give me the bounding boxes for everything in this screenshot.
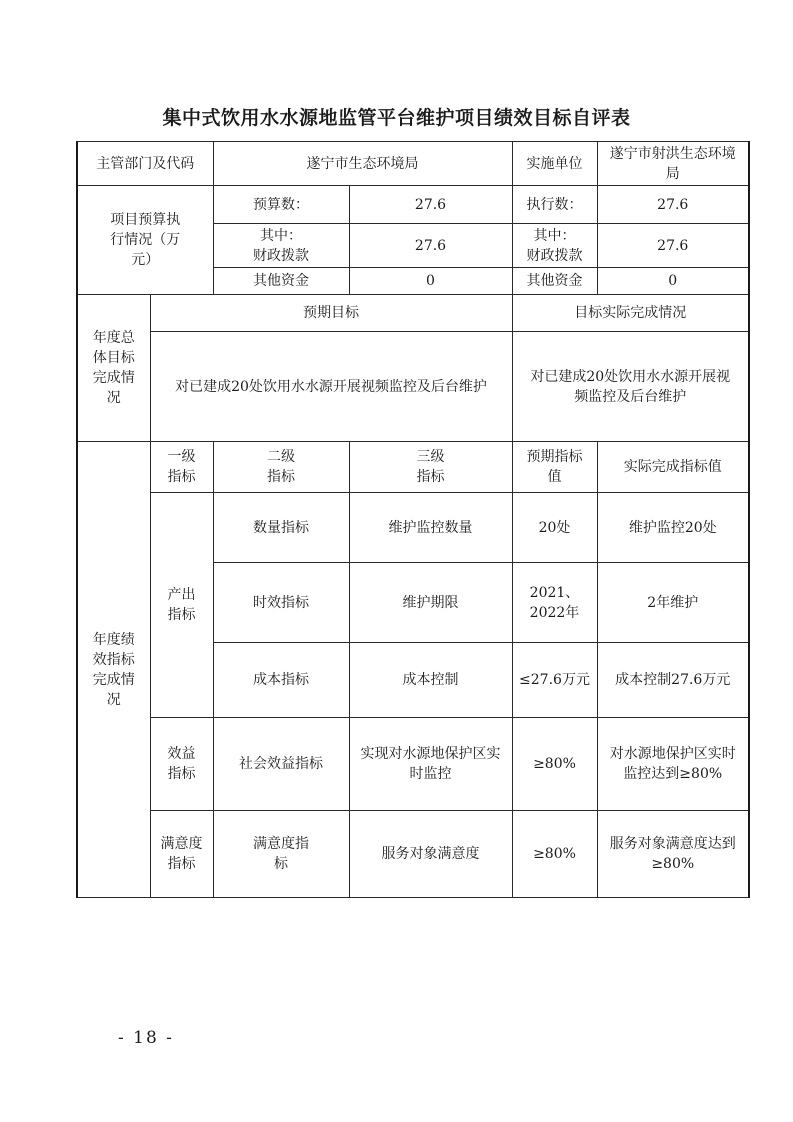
other-label: 其他资金 [213, 268, 349, 295]
dept-label: 主管部门及代码 [77, 142, 213, 186]
actual-value-cell: 2年维护 [597, 563, 749, 643]
fiscal-exec-label-line2: 财政拨款 [526, 247, 583, 264]
fiscal-budget-value: 27.6 [349, 224, 512, 268]
actual-value-cell: 服务对象满意度达到≥80% [597, 811, 749, 898]
page-number: - 18 - [118, 1028, 174, 1048]
level1-header: 一级指标 [150, 442, 213, 493]
other-budget-value: 0 [349, 268, 512, 295]
expected-goal-header: 预期目标 [150, 295, 512, 332]
page-title: 集中式饮用水水源地监管平台维护项目绩效目标自评表 [162, 107, 631, 129]
fiscal-exec-label [512, 224, 597, 268]
level2-cell: 时效指标 [213, 563, 349, 643]
level2-cell: 数量指标 [213, 493, 349, 563]
level1-benefit: 效益指标 [150, 718, 213, 811]
indicator-section-label: 年度绩效指标完成情况 [77, 442, 150, 898]
level3-cell: 服务对象满意度 [349, 811, 512, 898]
expected-value-cell: 2021、2022年 [512, 563, 597, 643]
exec-label: 执行数： [512, 186, 597, 224]
actual-value-cell: 对水源地保护区实时监控达到≥80% [597, 718, 749, 811]
level3-cell: 维护期限 [349, 563, 512, 643]
level2-cell: 社会效益指标 [213, 718, 349, 811]
performance-table [76, 141, 750, 898]
fiscal-label-line2: 财政拨款 [253, 247, 309, 264]
table-row [77, 718, 749, 811]
expected-goal-text: 对已建成20处饮用水水源开展视频监控及后台维护 [150, 332, 512, 442]
fiscal-exec-label-line1: 其中： [533, 227, 576, 244]
budget-label: 预算数： [213, 186, 349, 224]
expected-value-cell: ≥80% [512, 718, 597, 811]
impl-label: 实施单位 [512, 142, 597, 186]
level3-header: 三级指标 [349, 442, 512, 493]
fiscal-label-line1: 其中： [260, 227, 302, 244]
level1-output: 产出指标 [150, 493, 213, 718]
actual-value-header: 实际完成指标值 [597, 442, 749, 493]
level2-header: 二级指标 [213, 442, 349, 493]
level1-satisfaction: 满意度指标 [150, 811, 213, 898]
other-exec-value: 0 [597, 268, 749, 295]
goal-header-row [77, 295, 749, 332]
goal-section-label: 年度总体目标完成情况 [77, 295, 150, 442]
budget-row [77, 186, 749, 224]
expected-value-header: 预期指标值 [512, 442, 597, 493]
indicator-header-row [77, 442, 749, 493]
expected-value-cell: ≤27.6万元 [512, 643, 597, 718]
actual-goal-text: 对已建成20处饮用水水源开展视频监控及后台维护 [512, 332, 749, 442]
actual-goal-header: 目标实际完成情况 [512, 295, 749, 332]
goal-text-row [77, 332, 749, 442]
table-row [77, 493, 749, 563]
actual-value-cell: 维护监控20处 [597, 493, 749, 563]
table-row [77, 811, 749, 898]
other-exec-label: 其他资金 [512, 268, 597, 295]
level2-cell: 成本指标 [213, 643, 349, 718]
level3-cell: 成本控制 [349, 643, 512, 718]
exec-value: 27.6 [597, 186, 749, 224]
level3-cell: 维护监控数量 [349, 493, 512, 563]
dept-value: 遂宁市生态环境局 [213, 142, 512, 186]
actual-value-cell: 成本控制27.6万元 [597, 643, 749, 718]
impl-value: 遂宁市射洪生态环境局 [597, 142, 749, 186]
expected-value-cell: 20处 [512, 493, 597, 563]
level2-cell: 满意度指标 [213, 811, 349, 898]
level3-cell: 实现对水源地保护区实时监控 [349, 718, 512, 811]
budget-section-label: 项目预算执行情况（万元） [77, 186, 213, 295]
header-row [77, 142, 749, 186]
budget-value: 27.6 [349, 186, 512, 224]
fiscal-label [213, 224, 349, 268]
fiscal-exec-value: 27.6 [597, 224, 749, 268]
expected-value-cell: ≥80% [512, 811, 597, 898]
